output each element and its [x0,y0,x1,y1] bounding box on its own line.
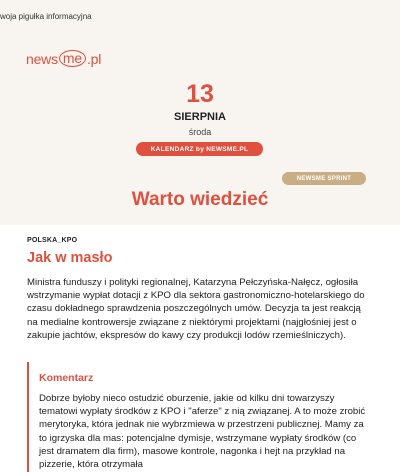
comment-title: Komentarz [39,372,94,384]
article-title: Jak w masło [27,250,113,266]
date-day: 13 [186,80,214,108]
date-weekday: środa [188,127,212,137]
sprint-button[interactable]: NEWSME SPRINT [282,172,366,185]
section-title: Warto wiedzieć [131,189,269,210]
header-section [0,0,400,225]
article-section [0,225,400,471]
article-tag: POLSKA_KPO [27,237,78,244]
calendar-button[interactable]: KALENDARZ by NEWSME.PL [136,142,263,156]
logo-mark: me [59,50,86,67]
article-body: Ministra funduszy i polityki regionalnej, Katarzyna Pełczyńska-Nałęcz, ogłosiła wstrzymanie wypłat dotacji z KPO dla sektora gastronomiczno-hotelarskiego do czasu dokładnego sprawdzenia poszczególnych umów. Decyzja ta jest reakcją na medialne kontrowersje związane z niektórymi projektami (najgłośniej jest o zakupie jachtów, ekspresów do kawy czy produkcji lodów rzemieślniczych). [27,277,365,341]
date-month: SIERPNIA [174,111,226,123]
comment-body: Dobrze byłoby nieco ostudzić oburzenie, jakie od kilku dni towarzyszy tematowi wypłaty środków z KPO i "aferze" z nią związanej. A to może zrobić merytoryka, która jednak nie wybrzmiewa w przestrzeni publicznej. Mamy za to igrzyska dla mas: potencjalne dymisje, wstrzymane wypłaty środków (co jest dramatem dla firm), masowe kontrole, nagonka i hejt na przykład na pizzerie, która otrzymała [39,393,366,471]
preheader-text: woja pigułka informacyjna [0,12,92,21]
comment-box [27,362,374,472]
logo-suffix: .pl [86,50,102,67]
logo-prefix: news [26,50,58,67]
newsme-logo[interactable] [26,50,101,67]
